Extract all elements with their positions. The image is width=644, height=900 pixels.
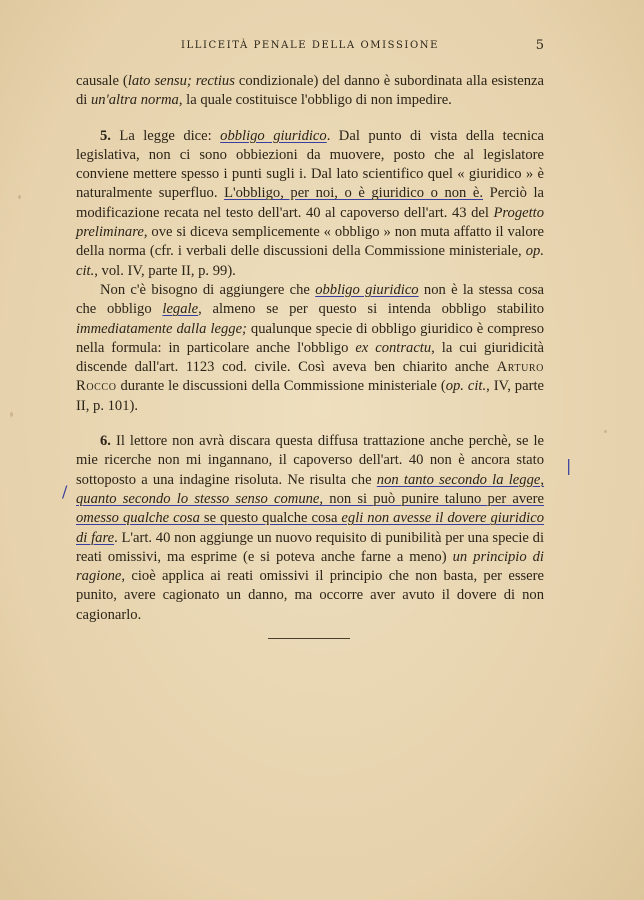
text-run: , almeno se per questo si intenda obbligo stabilito	[198, 301, 544, 318]
underlined-run: L'obbligo, per noi, o è giuridico o non è.	[224, 185, 484, 202]
end-rule	[268, 638, 350, 639]
text-run: Perciò la modificazione recata nel testo dell'art. 40 al capoverso dell'art. 43 del	[76, 185, 544, 221]
text-run: Il lettore non avrà discara questa diffusa trattazione anche perchè, se le mie ricerche non mi ingannano, il capoverso dell'art. 40 non è ancora stato sottoposto a una indagine risoluta. Ne risulta che	[76, 433, 544, 488]
underlined-run: non si può punire taluno per avere	[323, 490, 544, 507]
underlined-run: se questo qualche cosa	[199, 510, 342, 527]
text-run: La legge dice:	[110, 127, 221, 144]
italic-run: lato sensu; rectius	[127, 73, 235, 89]
margin-pen-mark: /	[62, 482, 68, 501]
text-run: durante le discussioni della Commissione ministeriale (	[116, 378, 446, 395]
text-run: Non c'è bisogno di aggiungere che	[100, 281, 316, 298]
text-run: . L'art. 40 non aggiunge un nuovo requisito di punibilità per una specie di reati omissivi, ma esprime (e si poteva anche farne a meno)	[76, 529, 544, 565]
italic-run: un principio di ragione	[76, 548, 544, 585]
underlined-italic-run: egli non avesse il dovere giuridico di fare	[76, 510, 545, 546]
text-run: . Dal punto di vista della tecnica legislativa, non ci sono obbiezioni da muovere, posto che al legislatore conviene mettere spesso i punti sugli i. Dal lato scientifico quel « giuridico » è naturalmente superfluo.	[76, 127, 544, 202]
underlined-italic-run: omesso qualche cosa	[76, 510, 200, 527]
text-run: condizionale) del danno è subordinata alla esistenza di	[76, 73, 544, 109]
text-run: , la cui giuridicità discende dall'art. 1123 cod. civile. Così aveva ben chiarito anche	[76, 339, 544, 376]
text-run: non è la stessa cosa che obbligo	[76, 281, 544, 318]
italic-run: op. cit.	[76, 243, 544, 279]
author-name: Arturo Rocco	[76, 359, 544, 395]
paper-spot	[18, 195, 21, 199]
text-run: qualunque specie di obbligo giuridico è compreso nella formula: in particolare anche l'obbligo	[76, 320, 545, 356]
underlined-italic-run: non tanto secondo la legge, quanto secondo lo stesso senso comune,	[76, 471, 544, 507]
section-6-paragraph	[76, 432, 544, 625]
text-run: , ove si diceva semplicemente « obbligo » non muta affatto il valore della norma (cfr. i verbali delle discussioni della Commissione ministeriale,	[76, 224, 544, 260]
italic-run: op. cit.	[445, 378, 487, 395]
page-number: 5	[535, 38, 544, 53]
underlined-italic-run: legale	[162, 301, 199, 318]
italic-run: immediatamente dalla legge;	[76, 320, 247, 337]
text-run: causale (	[76, 73, 128, 89]
section-5-paragraph	[76, 127, 544, 281]
italic-run: Progetto preliminare	[76, 204, 544, 241]
body-text	[76, 72, 544, 625]
text-run: , cioè applica ai reati omissivi il principio che non basta, per essere punito, avere cagionato un danno, ma occorre aver avuto il dovere di non cagionarlo.	[76, 568, 544, 623]
text-run: , la quale costituisce l'obbligo di non impedire.	[178, 92, 452, 109]
paragraph-2	[76, 281, 544, 416]
paragraph-gap	[76, 111, 544, 127]
running-head: ILLICEITÀ PENALE DELLA OMISSIONE	[180, 40, 440, 51]
paper-spot	[10, 412, 13, 417]
text-run: , IV, parte II, p. 101).	[76, 378, 544, 414]
section-number: 6.	[100, 433, 111, 450]
paragraph-gap	[76, 416, 544, 432]
underlined-italic-run: obbligo giuridico	[220, 127, 327, 144]
underlined-italic-run: obbligo giuridico	[315, 281, 419, 298]
italic-run: ex contractu	[355, 339, 432, 356]
margin-pen-mark: |	[566, 456, 572, 475]
section-number: 5.	[100, 127, 111, 144]
italic-run: un'altra norma	[91, 92, 179, 109]
intro-paragraph	[76, 72, 544, 111]
text-run: , vol. IV, parte II, p. 99).	[94, 262, 236, 279]
paper-spot	[604, 430, 607, 433]
